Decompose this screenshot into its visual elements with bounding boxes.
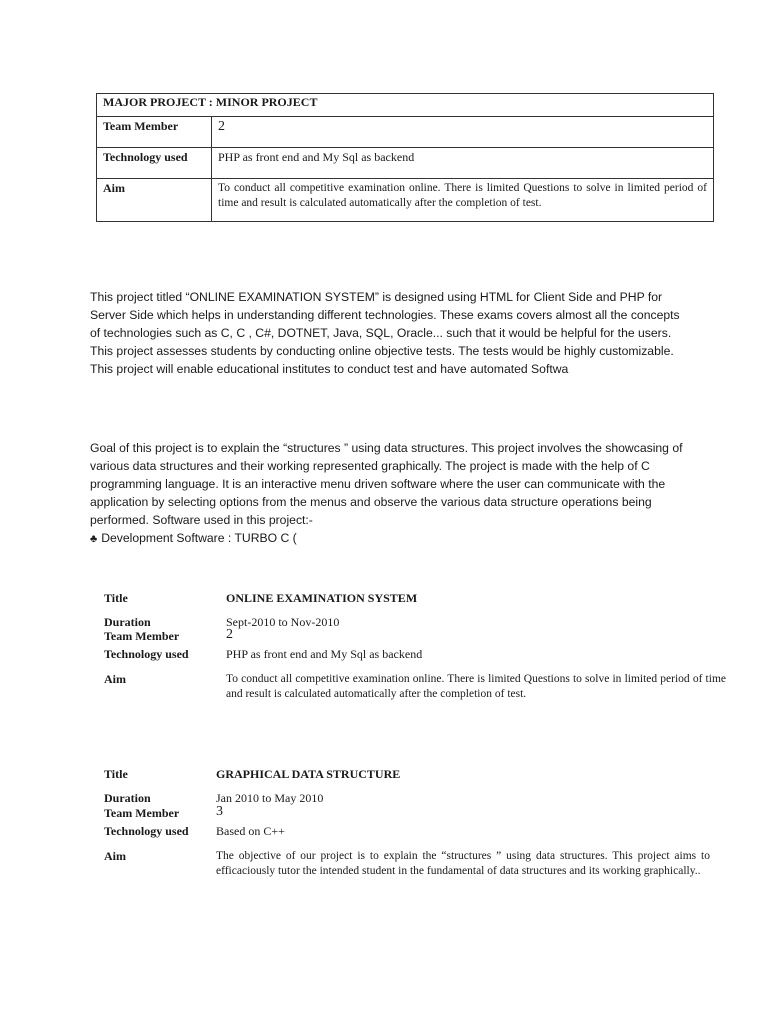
aim-value: To conduct all competitive examination online. There is limited Questions to solve in limited period of time and result is calculated automatically after the completion of test. [212, 179, 714, 222]
goal-text: Goal of this project is to explain the “structures ” using data structures. This project involves the showcasing of various data structures and their working represented graphically. The project is made with the help of C programming language. It is an interactive menu driven software where the user can communicate with the application by selecting options from the menus and observe the various data structure operations being performed. Software used in this project:- [90, 441, 683, 527]
team-member-value: 3 [216, 804, 223, 819]
team-member-label: Team Member [104, 629, 180, 643]
duration-label: Duration [104, 791, 151, 805]
aim-label: Aim [104, 849, 126, 863]
technology-value: PHP as front end and My Sql as backend [212, 148, 714, 179]
software-bullet-text: Development Software : TURBO C ( [101, 531, 297, 545]
team-member-label: Team Member [104, 806, 180, 820]
team-member-value: 2 [226, 627, 233, 642]
aim-value: The objective of our project is to explain the “structures ” using data structures. This project aims to efficaciously tutor the intended student in the fundamental of data structures and its working graphically.. [216, 850, 710, 877]
technology-label: Technology used [104, 824, 189, 838]
project-description-paragraph: This project titled “ONLINE EXAMINATION SYSTEM” is designed using HTML for Client Side and PHP for Server Side which helps in understanding different technologies. These exams covers almost all the concepts of technologies such as C, C , C#, DOTNET, Java, SQL, Oracle... such that it would be helpful for the users. This project assesses students by conducting online objective tests. The tests would be highly customizable. This project will enable educational institutes to conduct test and have automated Softwa [90, 290, 680, 376]
duration-label: Duration [104, 615, 151, 629]
team-member-value: 2 [212, 117, 714, 148]
title-value: ONLINE EXAMINATION SYSTEM [226, 591, 418, 605]
aim-value: To conduct all competitive examination online. There is limited Questions to solve in limited period of time and result is calculated automatically after the completion of test. [226, 673, 726, 700]
project-summary-table [96, 93, 714, 222]
title-value: GRAPHICAL DATA STRUCTURE [216, 767, 401, 781]
club-bullet-icon: ♣ [90, 533, 98, 545]
table-row [97, 148, 714, 179]
title-label: Title [104, 591, 128, 605]
duration-value: Sept-2010 to Nov-2010 [226, 615, 340, 629]
duration-value: Jan 2010 to May 2010 [216, 791, 324, 805]
technology-label: Technology used [104, 647, 189, 661]
table-row [97, 179, 714, 222]
software-bullet [90, 529, 690, 548]
title-label: Title [104, 767, 128, 781]
goal-paragraph [90, 439, 690, 548]
table-row [97, 117, 714, 148]
technology-label: Technology used [97, 148, 212, 179]
aim-label: Aim [104, 672, 126, 686]
technology-value: Based on C++ [216, 824, 285, 838]
table-header-cell: MAJOR PROJECT : MINOR PROJECT [97, 94, 714, 117]
table-header-row [97, 94, 714, 117]
technology-value: PHP as front end and My Sql as backend [226, 647, 423, 661]
team-member-label: Team Member [97, 117, 212, 148]
aim-label: Aim [97, 179, 212, 222]
